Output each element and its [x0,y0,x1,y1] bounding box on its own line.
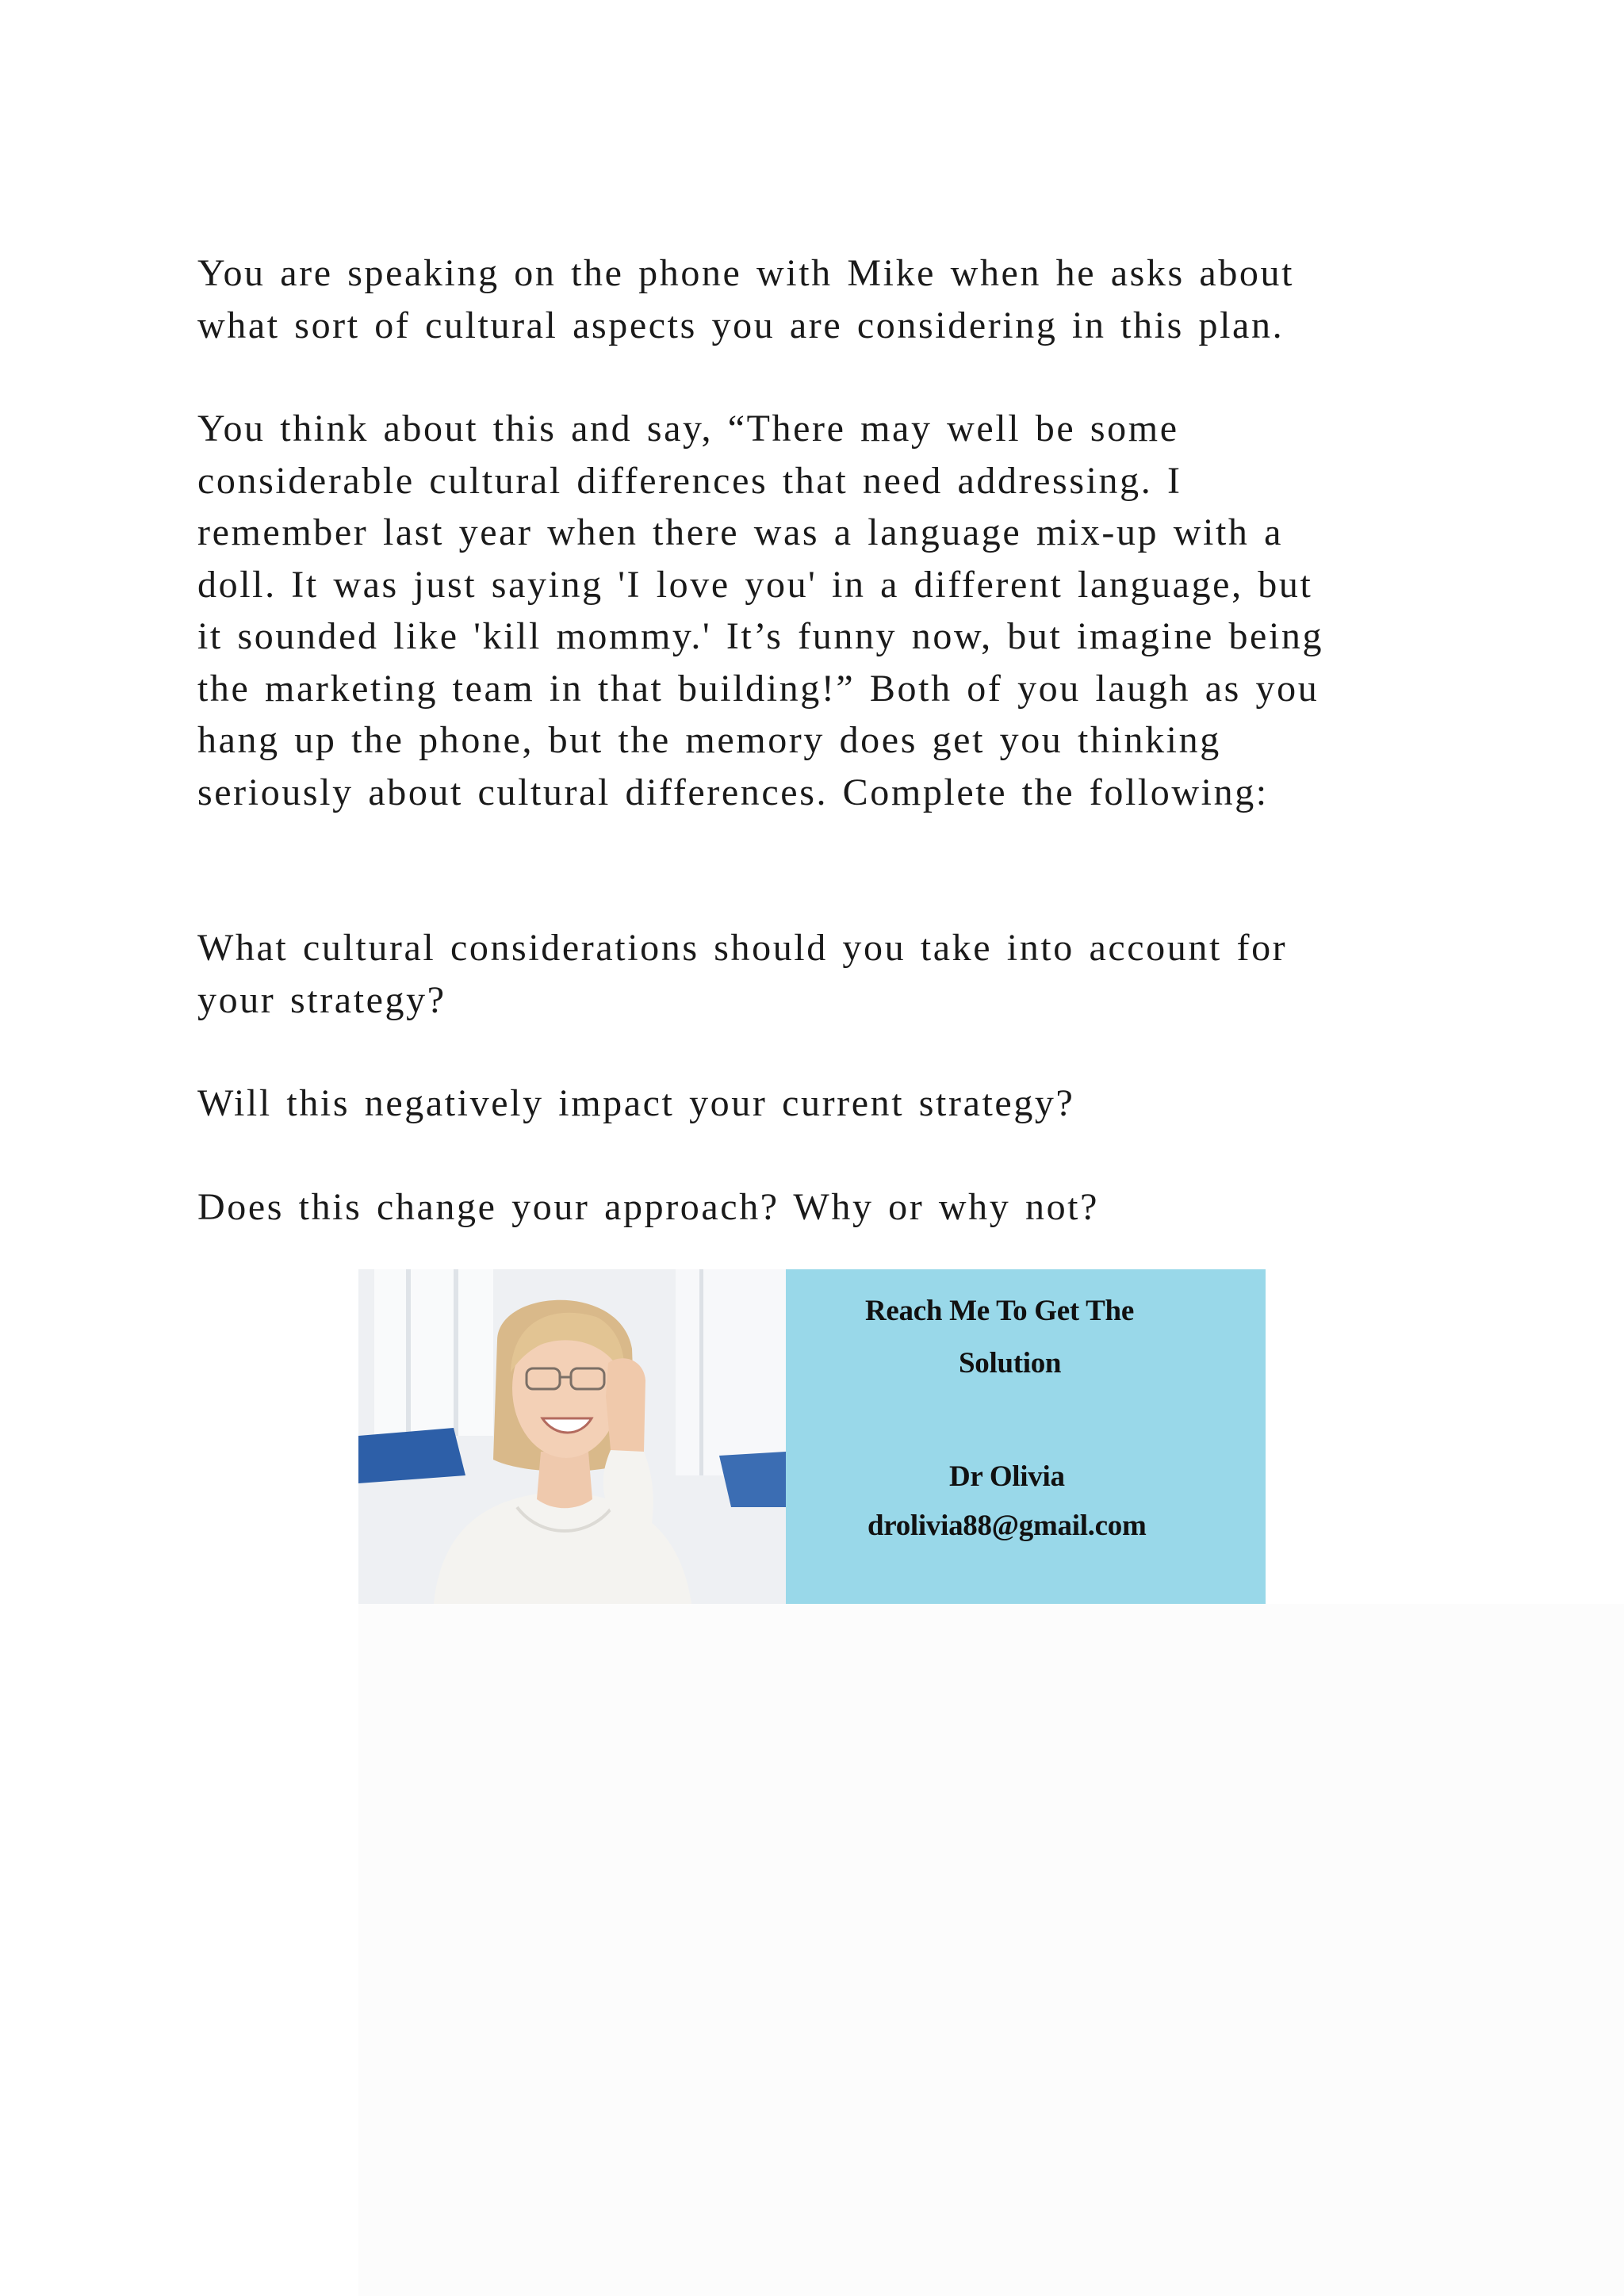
text-line: it sounded like 'kill mommy.' It’s funny now, but imagine being [197,615,1324,657]
text-line: You think about this and say, “There may well be some [197,408,1179,450]
text-line: remember last year when there was a language mix-up with a [197,511,1284,553]
paragraph-intro [197,247,1434,351]
text-line: Will this negatively impact your current strategy? [197,1082,1075,1124]
contact-name: Dr Olivia [949,1460,1065,1493]
text-line: What cultural considerations should you take into account for [197,927,1288,969]
contact-banner [358,1269,1266,1604]
faint-background-panel [358,1604,1624,2296]
text-line: what sort of cultural aspects you are considering in this plan. [197,304,1285,346]
text-line: Does this change your approach? Why or why not? [197,1186,1100,1228]
smiling-woman-with-glasses-photo [358,1269,786,1604]
text-line: doll. It was just saying 'I love you' in a different language, but [197,563,1313,606]
paragraph-story [197,403,1434,818]
text-line: your strategy? [197,978,446,1021]
contact-info-panel [786,1269,1266,1604]
text-line: hang up the phone, but the memory does get you thinking [197,719,1221,761]
text-line: You are speaking on the phone with Mike when he asks about [197,252,1295,294]
contact-email: drolivia88@gmail.com [868,1510,1147,1542]
banner-heading-line2: Solution [959,1347,1062,1380]
text-line: considerable cultural differences that need addressing. I [197,459,1182,502]
banner-heading-line1: Reach Me To Get The [865,1295,1134,1327]
question-cultural-considerations [197,922,1434,1026]
question-negative-impact [197,1077,1434,1130]
question-change-approach [197,1181,1434,1234]
text-line: seriously about cultural differences. Complete the following: [197,771,1269,813]
text-line: the marketing team in that building!” Both of you laugh as you [197,667,1320,710]
